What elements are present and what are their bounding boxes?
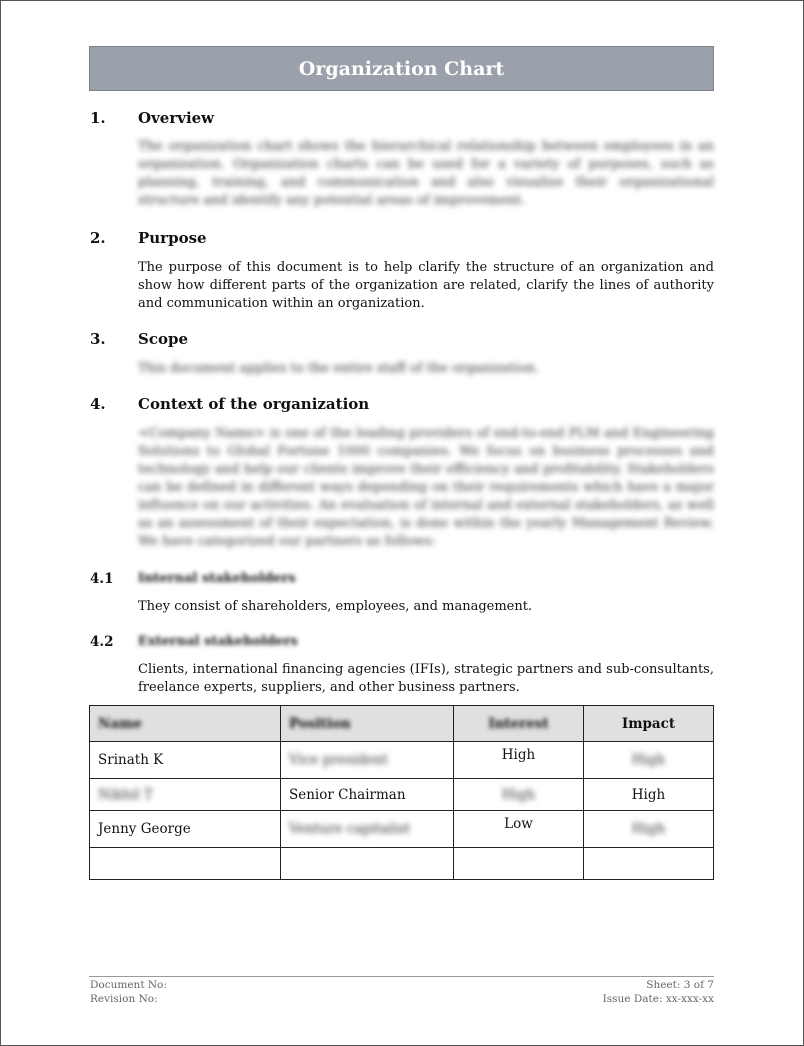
section-title-overview: Overview [138,109,215,127]
column-header-interest: Interest [488,715,549,732]
cell-empty [281,848,454,880]
column-header-name: Name [98,715,142,732]
cell-name: Srinath K [98,752,164,768]
issue-date: Issue Date: xx-xxx-xx [602,993,714,1005]
section-title-purpose: Purpose [138,229,207,247]
table-row [90,848,714,880]
cell-interest: Low [504,816,533,832]
table-row [90,742,714,779]
cell-impact: High [631,821,666,837]
purpose-text: The purpose of this document is to help clarify the structure of an organization and show how different parts of the organization are related, clarify the lines of authority and communication within an organization. [138,260,714,311]
footer-divider [89,976,714,977]
section-number: 2. [90,229,106,247]
internal-stakeholders-text: They consist of shareholders, employees, and management. [138,599,533,614]
cell-impact: High [631,752,666,768]
section-number: 1. [90,109,106,127]
document-number: Document No: [90,979,167,991]
cell-empty [454,848,584,880]
cell-interest: High [501,747,536,763]
overview-text: The organization chart shows the hierarchical relationship between employees in an organization. Organization charts can be used for a variety of purposes, such as planning, training, and communication and also visualize their organizational structure and identify any potential areas of improvement. [138,139,714,208]
stakeholder-table [89,705,714,880]
cell-interest: High [501,786,536,803]
table-row [90,811,714,848]
section-title-scope: Scope [138,330,189,348]
section-number: 3. [90,330,106,348]
revision-number: Revision No: [90,993,158,1005]
section-number: 4. [90,395,106,413]
cell-name: Jenny George [98,821,191,837]
cell-impact: High [631,786,666,803]
subsection-number: 4.2 [90,634,114,650]
cell-position: Vice president [289,752,388,768]
scope-text: This document applies to the entire staff of the organization. [138,361,540,376]
cell-name: Nikhil T [98,786,153,803]
cell-empty [584,848,714,880]
column-header-position: Position [289,715,351,732]
context-text: <Company Name> is one of the leading providers of end-to-end PLM and Engineering Solutions to Global Fortune 1000 companies. We focus on business processes and technology and help our clients improve their efficiency and profitability. Stakeholders can be defined in different ways depending on their requirements which have a major influence on our activities. An evaluation of internal and external stakeholders, as well as an assessment of their expectation, is done within the yearly Management Review. We have categorized our partners as follows: [138,426,714,549]
subsection-number: 4.1 [90,571,114,587]
page-title: Organization Chart [89,46,714,91]
sheet-number: Sheet: 3 of 7 [646,979,714,991]
cell-empty [90,848,281,880]
footer-left [90,978,167,1006]
table-header-row [90,706,714,742]
column-header-impact: Impact [621,715,676,732]
subsection-title-internal: Internal stakeholders [138,571,296,586]
cell-position: Venture capitalist [289,821,411,837]
table-row [90,779,714,811]
external-stakeholders-text: Clients, international financing agencies (IFIs), strategic partners and sub-consultants, freelance experts, suppliers, and other business partners. [138,662,714,695]
section-title-context: Context of the organization [138,395,370,413]
subsection-title-external: External stakeholders [138,634,298,649]
footer-right [603,978,714,1006]
cell-position: Senior Chairman [289,786,406,803]
